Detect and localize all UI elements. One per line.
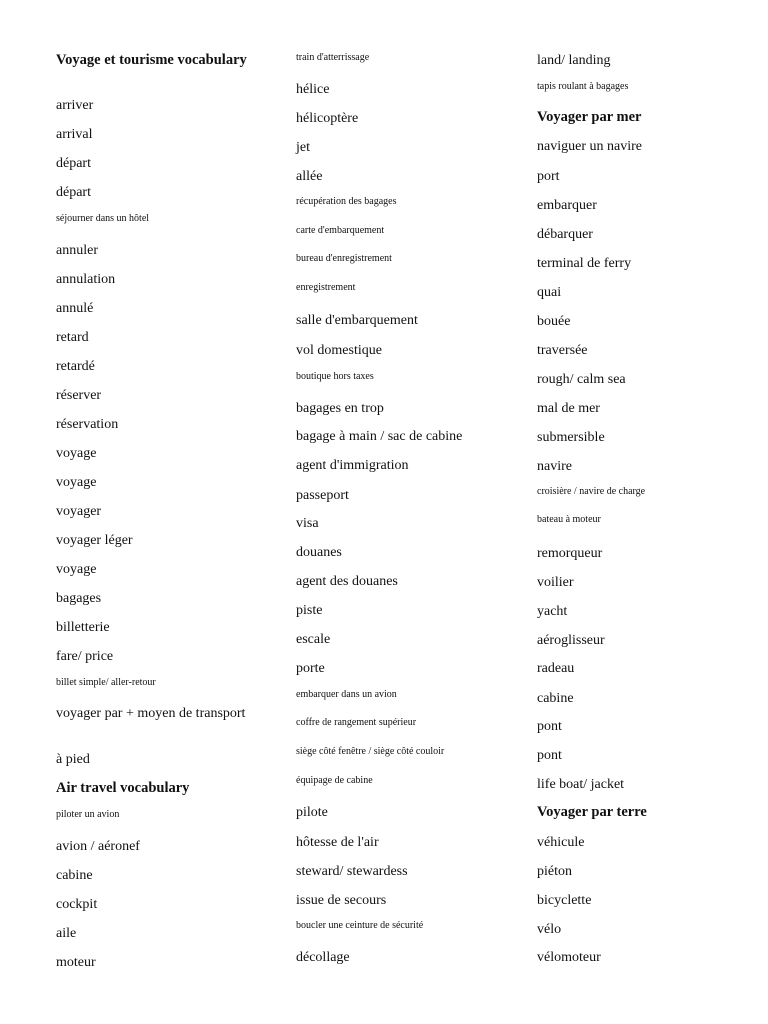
vocabulary-item: annulation [56, 272, 116, 287]
vocabulary-item: radeau [537, 661, 575, 676]
vocabulary-item: visa [296, 516, 319, 531]
vocabulary-item: voyage [56, 446, 97, 461]
vocabulary-item: hélicoptère [296, 111, 359, 126]
vocabulary-item: agent d'immigration [296, 458, 409, 473]
vocabulary-item: voilier [537, 575, 574, 590]
vocabulary-item: train d'atterrissage [296, 52, 370, 63]
vocabulary-item: quai [537, 285, 562, 300]
vocabulary-item: billet simple/ aller-retour [56, 677, 156, 688]
vocabulary-item: tapis roulant à bagages [537, 81, 629, 92]
vocabulary-item: yacht [537, 604, 568, 619]
vocabulary-item: life boat/ jacket [537, 777, 625, 792]
vocabulary-item: agent des douanes [296, 574, 398, 589]
section-heading: Voyager par mer [537, 109, 642, 125]
vocabulary-item: réserver [56, 388, 102, 403]
vocabulary-item: carte d'embarquement [296, 225, 385, 236]
vocabulary-item: escale [296, 632, 331, 647]
vocabulary-item: départ [56, 185, 91, 200]
vocabulary-item: retard [56, 330, 89, 345]
vocabulary-item: embarquer [537, 198, 597, 213]
vocabulary-item: débarquer [537, 227, 593, 242]
vocabulary-item: voyage [56, 475, 97, 490]
vocabulary-item: fare/ price [56, 649, 114, 664]
vocabulary-item: mal de mer [537, 401, 600, 416]
vocabulary-item: annulé [56, 301, 94, 316]
vocabulary-item: piloter un avion [56, 809, 120, 820]
vocabulary-item: enregistrement [296, 282, 356, 293]
vocabulary-item: traversée [537, 343, 588, 358]
vocabulary-item: hôtesse de l'air [296, 835, 379, 850]
vocabulary-item: passeport [296, 488, 349, 503]
vocabulary-item: cabine [56, 868, 93, 883]
vocabulary-item: bagages en trop [296, 401, 384, 416]
vocabulary-item: douanes [296, 545, 342, 560]
vocabulary-item: bateau à moteur [537, 514, 601, 525]
vocabulary-item: land/ landing [537, 53, 611, 68]
vocabulary-item: moteur [56, 955, 96, 970]
vocabulary-item: boutique hors taxes [296, 371, 374, 382]
vocabulary-item: à pied [56, 752, 90, 767]
vocabulary-item: embarquer dans un avion [296, 689, 397, 700]
vocabulary-item: bouée [537, 314, 571, 329]
vocabulary-item: aéroglisseur [537, 633, 605, 648]
vocabulary-item: siège côté fenêtre / siège côté couloir [296, 746, 445, 757]
vocabulary-item: voyager léger [56, 533, 133, 548]
vocabulary-item: coffre de rangement supérieur [296, 717, 417, 728]
vocabulary-item: pont [537, 748, 562, 763]
vocabulary-item: équipage de cabine [296, 775, 373, 786]
vocabulary-item: pont [537, 719, 562, 734]
vocabulary-item: bagages [56, 591, 102, 606]
vocabulary-item: hélice [296, 82, 330, 97]
vocabulary-item: voyager par + moyen de transport [56, 706, 246, 721]
vocabulary-item: avion / aéronef [56, 839, 140, 854]
vocabulary-item: boucler une ceinture de sécurité [296, 920, 424, 931]
vocabulary-item: arriver [56, 98, 94, 113]
section-heading: Air travel vocabulary [56, 780, 190, 796]
vocabulary-item: voyager [56, 504, 102, 519]
vocabulary-item: terminal de ferry [537, 256, 632, 271]
vocabulary-item: billetterie [56, 620, 110, 635]
vocabulary-item: vélo [537, 922, 562, 937]
vocabulary-item: navire [537, 459, 572, 474]
vocabulary-item: jet [296, 140, 310, 155]
vocabulary-item: allée [296, 169, 323, 184]
vocabulary-item: cockpit [56, 897, 98, 912]
vocabulary-item: réservation [56, 417, 119, 432]
vocabulary-item: vélomoteur [537, 950, 601, 965]
vocabulary-item: croisière / navire de charge [537, 486, 646, 497]
vocabulary-item: bagage à main / sac de cabine [296, 429, 463, 444]
vocabulary-item: piste [296, 603, 323, 618]
vocabulary-item: vol domestique [296, 343, 382, 358]
vocabulary-item: porte [296, 661, 325, 676]
vocabulary-item: voyage [56, 562, 97, 577]
vocabulary-item: annuler [56, 243, 98, 258]
vocabulary-item: arrival [56, 127, 93, 142]
vocabulary-item: rough/ calm sea [537, 372, 626, 387]
vocabulary-item: submersible [537, 430, 605, 445]
vocabulary-item: pilote [296, 805, 328, 820]
vocabulary-item: retardé [56, 359, 95, 374]
vocabulary-item: remorqueur [537, 546, 603, 561]
vocabulary-item: port [537, 169, 560, 184]
vocabulary-item: piéton [537, 864, 572, 879]
vocabulary-item: aile [56, 926, 77, 941]
vocabulary-item: bicyclette [537, 893, 592, 908]
vocabulary-item: véhicule [537, 835, 585, 850]
vocabulary-item: récupération des bagages [296, 196, 397, 207]
section-heading: Voyage et tourisme vocabulary [56, 52, 247, 68]
vocabulary-item: cabine [537, 691, 574, 706]
vocabulary-item: issue de secours [296, 893, 387, 908]
section-heading: Voyager par terre [537, 804, 647, 820]
vocabulary-item: décollage [296, 950, 350, 965]
vocabulary-item: steward/ stewardess [296, 864, 408, 879]
vocabulary-item: naviguer un navire [537, 139, 642, 154]
vocabulary-item: bureau d'enregistrement [296, 253, 392, 264]
vocabulary-item: départ [56, 156, 91, 171]
vocabulary-item: séjourner dans un hôtel [56, 213, 150, 224]
vocabulary-item: salle d'embarquement [296, 313, 418, 328]
